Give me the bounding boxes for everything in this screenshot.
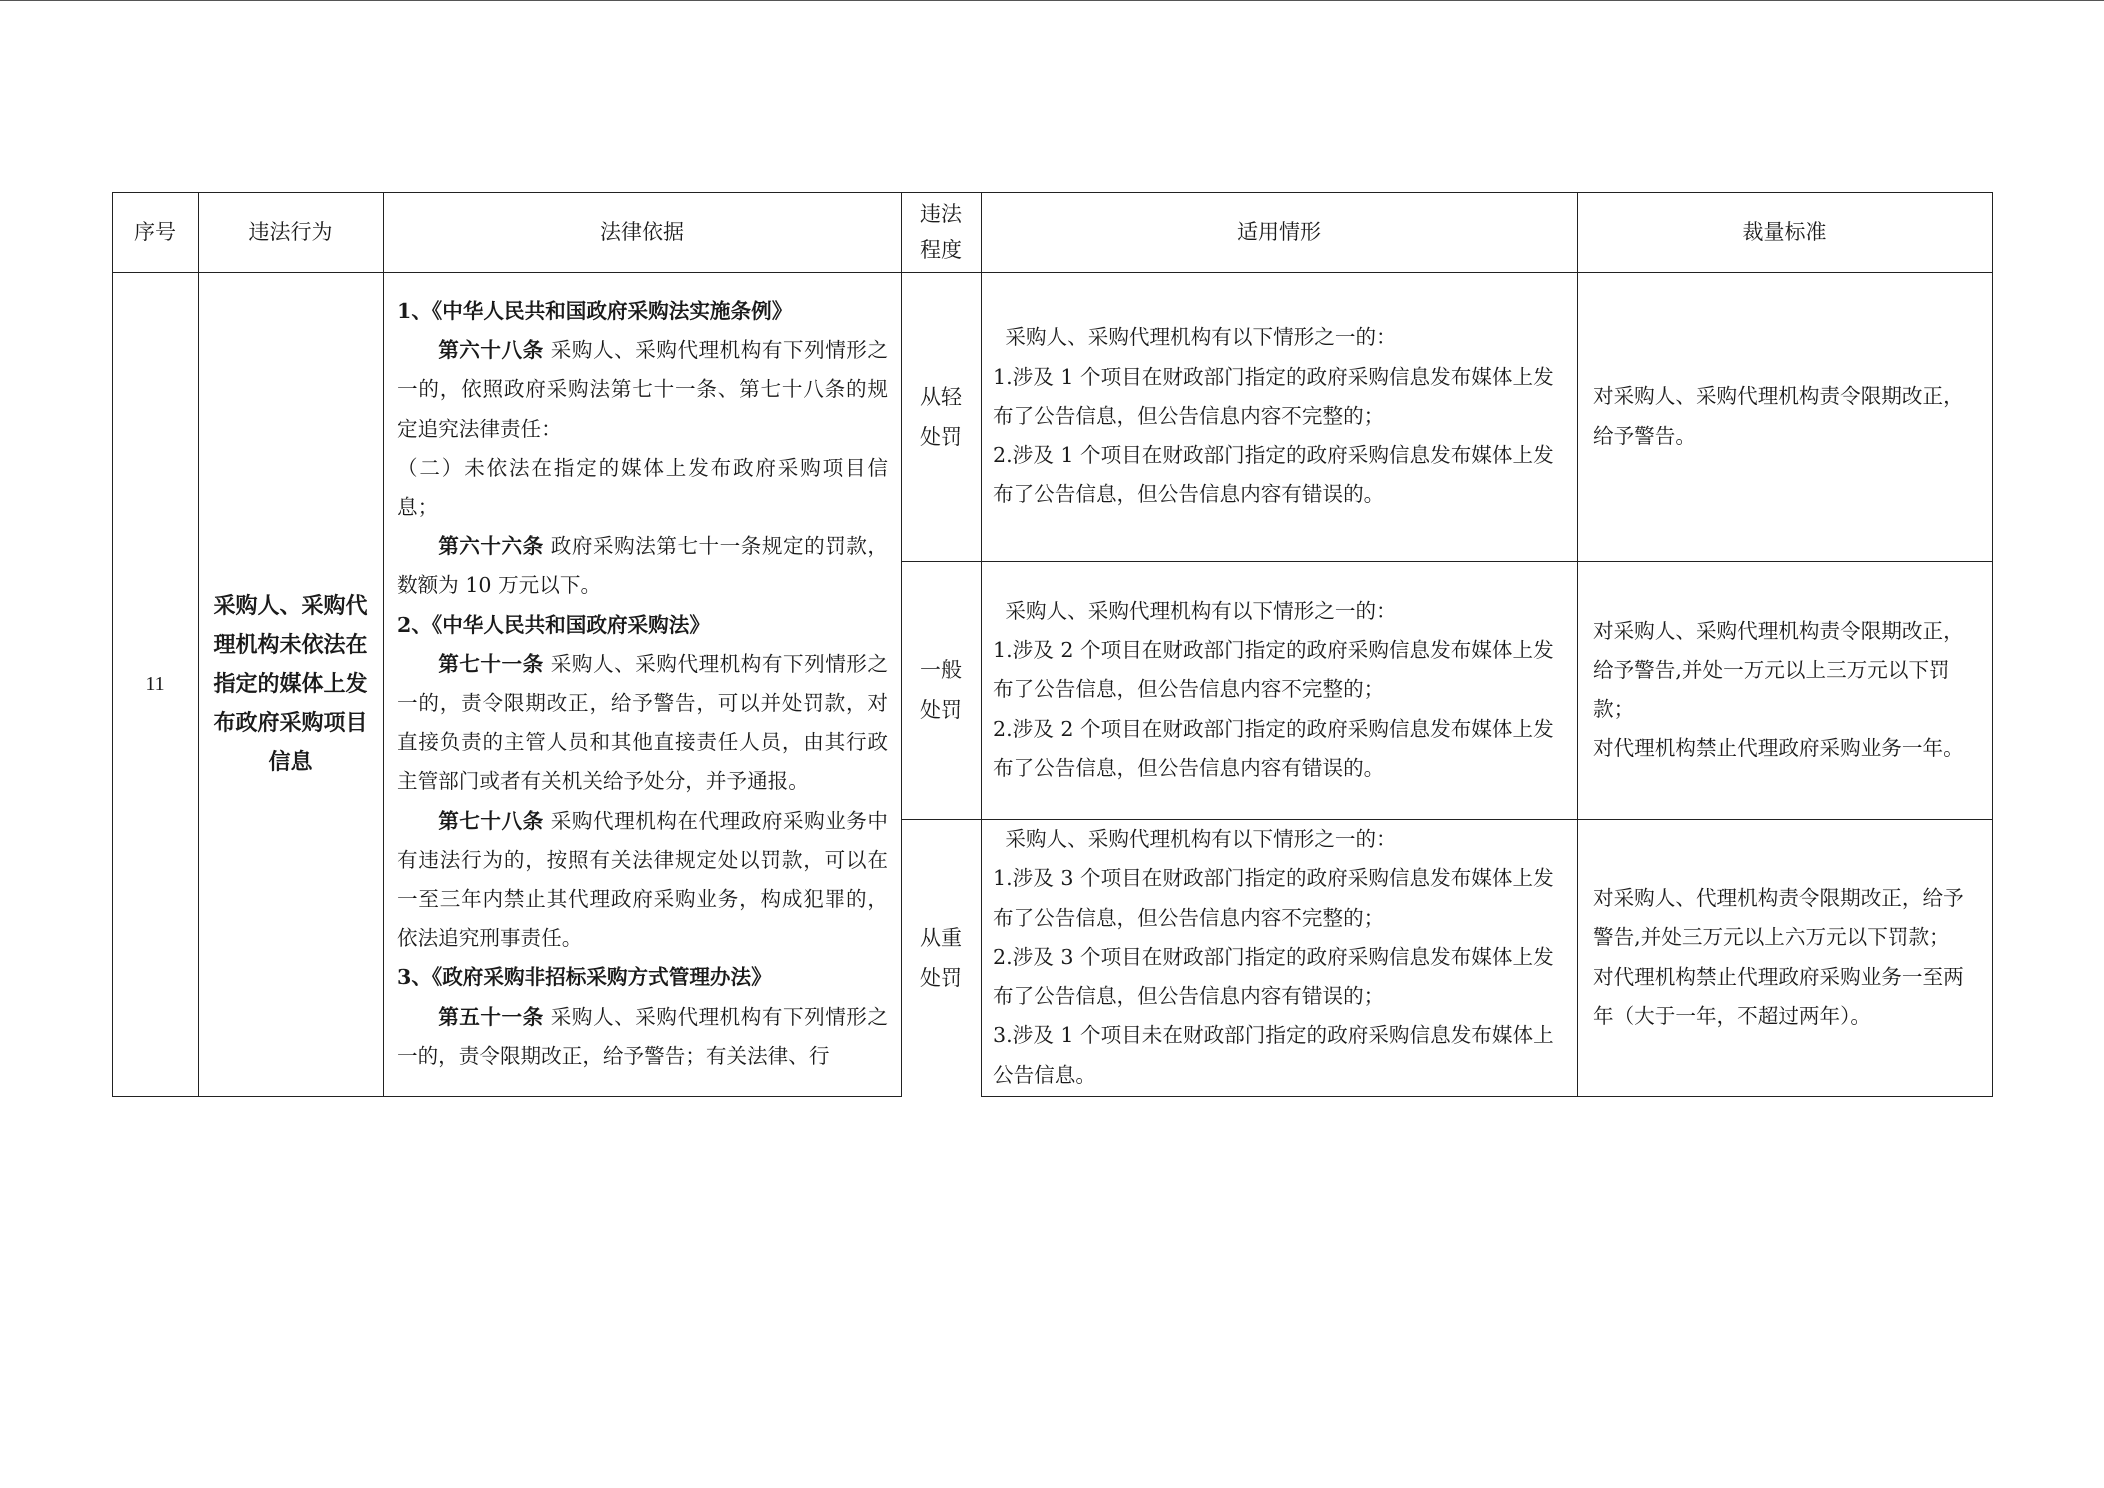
table-border-bottom-left <box>112 1096 901 1097</box>
row-act: 采购人、采购代理机构未依法在指定的媒体上发布政府采购项目信息 <box>213 592 368 775</box>
tier-degree-heavy: 从重处罚 <box>920 925 962 990</box>
tier-degree-normal: 一般处罚 <box>920 658 962 722</box>
situation-lead: 采购人、采购代理机构有以下情形之一的： <box>1005 598 1397 623</box>
situation-item: 1.涉及 3 个项目在财政部门指定的政府采购信息发布媒体上发布了公告信息，但公告信息内容不完整的； <box>993 866 1554 930</box>
situation-item: 3.涉及 1 个项目未在财政部门指定的政府采购信息发布媒体上公告信息。 <box>993 1023 1554 1087</box>
tier-situation-light <box>981 272 1577 561</box>
law-article <box>397 527 888 605</box>
law-article-text: 采购人、采购代理机构有下列情形之一的，责令限期改正，给予警告；有关法律、行 <box>397 1004 889 1068</box>
standard-item: 对采购人、代理机构责令限期改正，给予警告,并处三万元以上六万元以下罚款； <box>1593 886 1964 950</box>
table-border-bottom-right <box>981 1096 1993 1097</box>
tier-situation-normal <box>981 561 1577 819</box>
row-seq: 11 <box>145 672 165 695</box>
law-article-label: 第七十八条 <box>438 808 544 833</box>
standard-item: 对代理机构禁止代理政府采购业务一至两年（大于一年，不超过两年）。 <box>1593 964 1964 1028</box>
situation-item: 2.涉及 2 个项目在财政部门指定的政府采购信息发布媒体上发布了公告信息，但公告信息内容有错误的。 <box>993 716 1554 780</box>
row-legal-basis <box>383 272 901 1096</box>
header-degree: 违法程度 <box>920 202 962 262</box>
law-article-label: 第六十八条 <box>438 338 544 363</box>
situation-item: 1.涉及 1 个项目在财政部门指定的政府采购信息发布媒体上发布了公告信息，但公告信息内容不完整的； <box>993 364 1554 428</box>
law-article-text: 采购人、采购代理机构有下列情形之一的，责令限期改正，给予警告，可以并处罚款，对直接负责的主管人员和其他直接责任人员，由其行政主管部门或者有关机关给予处分，并予通报。 <box>397 651 889 794</box>
situation-item: 1.涉及 2 个项目在财政部门指定的政府采购信息发布媒体上发布了公告信息，但公告信息内容不完整的； <box>993 638 1554 702</box>
situation-item: 2.涉及 1 个项目在财政部门指定的政府采购信息发布媒体上发布了公告信息，但公告信息内容有错误的。 <box>993 443 1554 507</box>
law-article-label: 第五十一条 <box>438 1004 544 1029</box>
header-seq: 序号 <box>134 220 176 244</box>
header-situation: 适用情形 <box>1237 220 1321 244</box>
law-article <box>397 802 888 959</box>
law-article <box>397 331 888 449</box>
header-law: 法律依据 <box>600 220 684 244</box>
law-article-text: 采购人、采购代理机构有下列情形之一的，依照政府采购法第七十一条、第七十八条的规定追究法律责任： <box>397 338 889 441</box>
standard-item: 对采购人、采购代理机构责令限期改正，给予警告,并处一万元以上三万元以下罚款； <box>1593 618 1964 721</box>
law-heading: 2、《中华人民共和国政府采购法》 <box>397 612 710 637</box>
law-article-text: 政府采购法第七十一条规定的罚款，数额为 10 万元以下。 <box>397 534 889 598</box>
tier-situation-heavy <box>981 819 1577 1096</box>
tier-standard-heavy <box>1577 819 1992 1096</box>
header-act: 违法行为 <box>248 220 333 244</box>
page-top-border <box>0 0 2104 1</box>
law-heading: 1、《中华人民共和国政府采购法实施条例》 <box>397 299 793 323</box>
tier-standard-normal <box>1577 561 1992 819</box>
standard-item: 对代理机构禁止代理政府采购业务一年。 <box>1593 736 1964 761</box>
law-article-label: 第七十一条 <box>438 651 544 676</box>
law-article-label: 第六十六条 <box>438 534 544 559</box>
law-heading: 3、《政府采购非招标采购方式管理办法》 <box>397 965 772 990</box>
standard-item: 对采购人、采购代理机构责令限期改正，给予警告。 <box>1593 384 1964 448</box>
law-article <box>397 998 888 1076</box>
law-clause: （二）未依法在指定的媒体上发布政府采购项目信息； <box>397 455 888 520</box>
situation-lead: 采购人、采购代理机构有以下情形之一的： <box>1005 827 1397 852</box>
situation-item: 2.涉及 3 个项目在财政部门指定的政府采购信息发布媒体上发布了公告信息，但公告信息内容有错误的； <box>993 944 1554 1009</box>
law-article <box>397 645 888 802</box>
header-standard: 裁量标准 <box>1742 220 1827 244</box>
law-article-text: 采购代理机构在代理政府采购业务中有违法行为的，按照有关法律规定处以罚款，可以在一至三年内禁止其代理政府采购业务，构成犯罪的，依法追究刑事责任。 <box>397 808 889 951</box>
tier-degree-light: 从轻处罚 <box>920 384 962 449</box>
situation-lead: 采购人、采购代理机构有以下情形之一的： <box>1005 325 1397 350</box>
col-line-6 <box>1992 192 1993 1097</box>
tier-standard-light <box>1577 272 1992 561</box>
penalty-discretion-table <box>112 192 1993 1097</box>
